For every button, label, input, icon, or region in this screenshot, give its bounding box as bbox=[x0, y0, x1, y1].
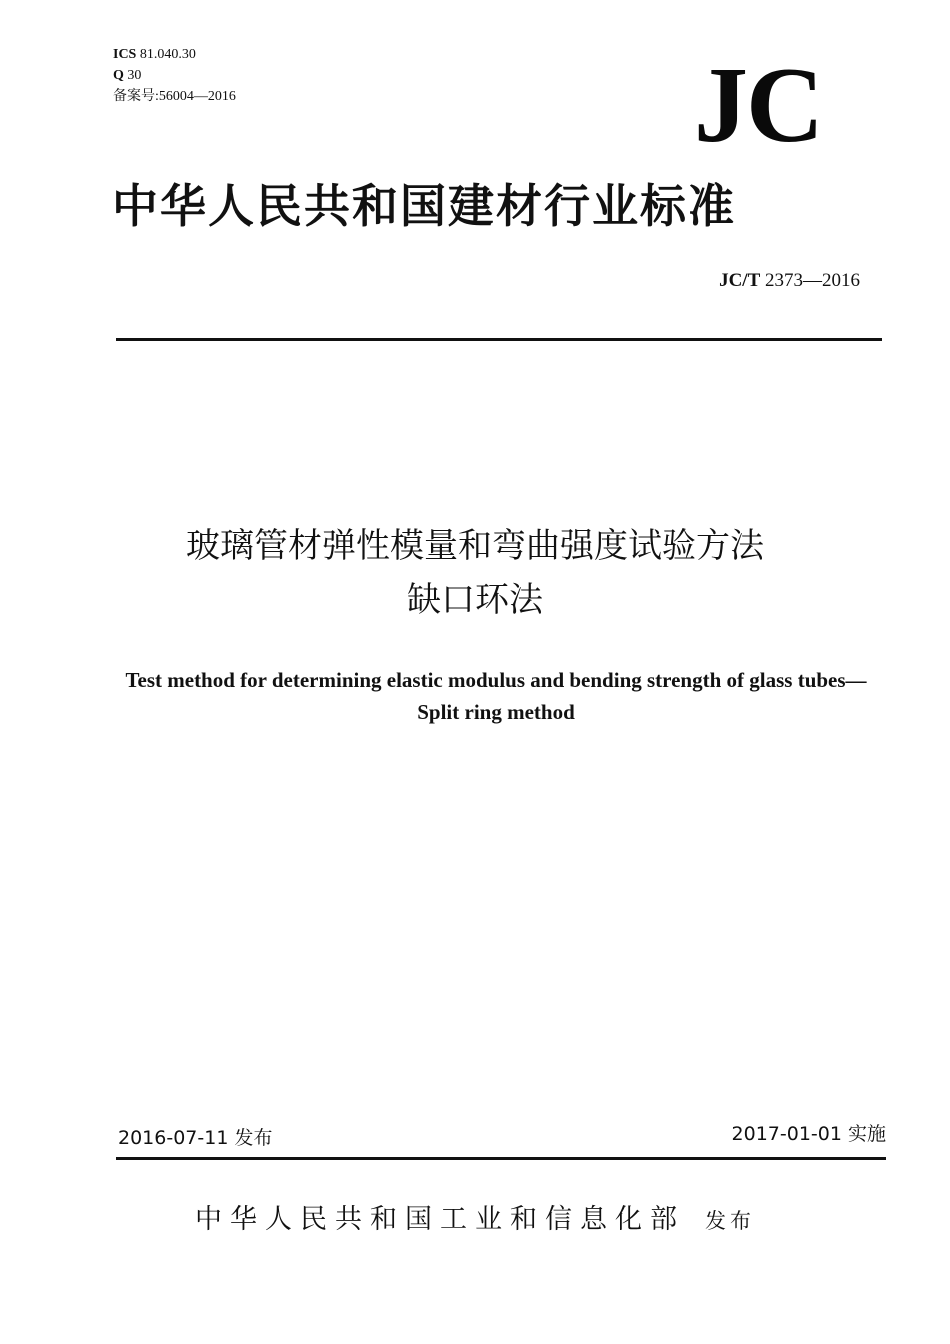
issuer-line bbox=[0, 1200, 950, 1241]
ics-label: ICS bbox=[113, 47, 137, 62]
metadata-block bbox=[113, 44, 236, 107]
ics-line bbox=[113, 44, 236, 65]
filing-number: 备案号:56004—2016 bbox=[113, 89, 236, 104]
issuer-organization: 中华人民共和国工业和信息化部 bbox=[195, 1204, 685, 1235]
standard-code: JC/T bbox=[719, 270, 761, 291]
english-title: Test method for determining elastic modulus and bending strength of glass tubes—Split ring method bbox=[125, 668, 867, 724]
chinese-title-line-2: 缺口环法 bbox=[407, 580, 543, 620]
issuer-verb: 发布 bbox=[705, 1209, 755, 1233]
ics-value: 81.040.30 bbox=[139, 47, 196, 62]
industry-standard-title: 中华人民共和国建材行业标准 bbox=[112, 179, 736, 233]
issue-date: 2016-07-11 发布 bbox=[118, 1127, 273, 1149]
chinese-title-line-1: 玻璃管材弹性模量和弯曲强度试验方法 bbox=[186, 526, 764, 566]
top-divider bbox=[116, 338, 882, 341]
standard-number-value: 2373—2016 bbox=[765, 270, 860, 291]
standard-number bbox=[719, 268, 860, 294]
jc-logo: JC bbox=[694, 46, 822, 165]
implementation-date: 2017-01-01 实施 bbox=[731, 1123, 886, 1145]
ccs-value: 30 bbox=[127, 68, 142, 83]
bottom-divider bbox=[116, 1157, 886, 1160]
ccs-label: Q bbox=[113, 68, 124, 83]
ccs-line bbox=[113, 65, 236, 86]
